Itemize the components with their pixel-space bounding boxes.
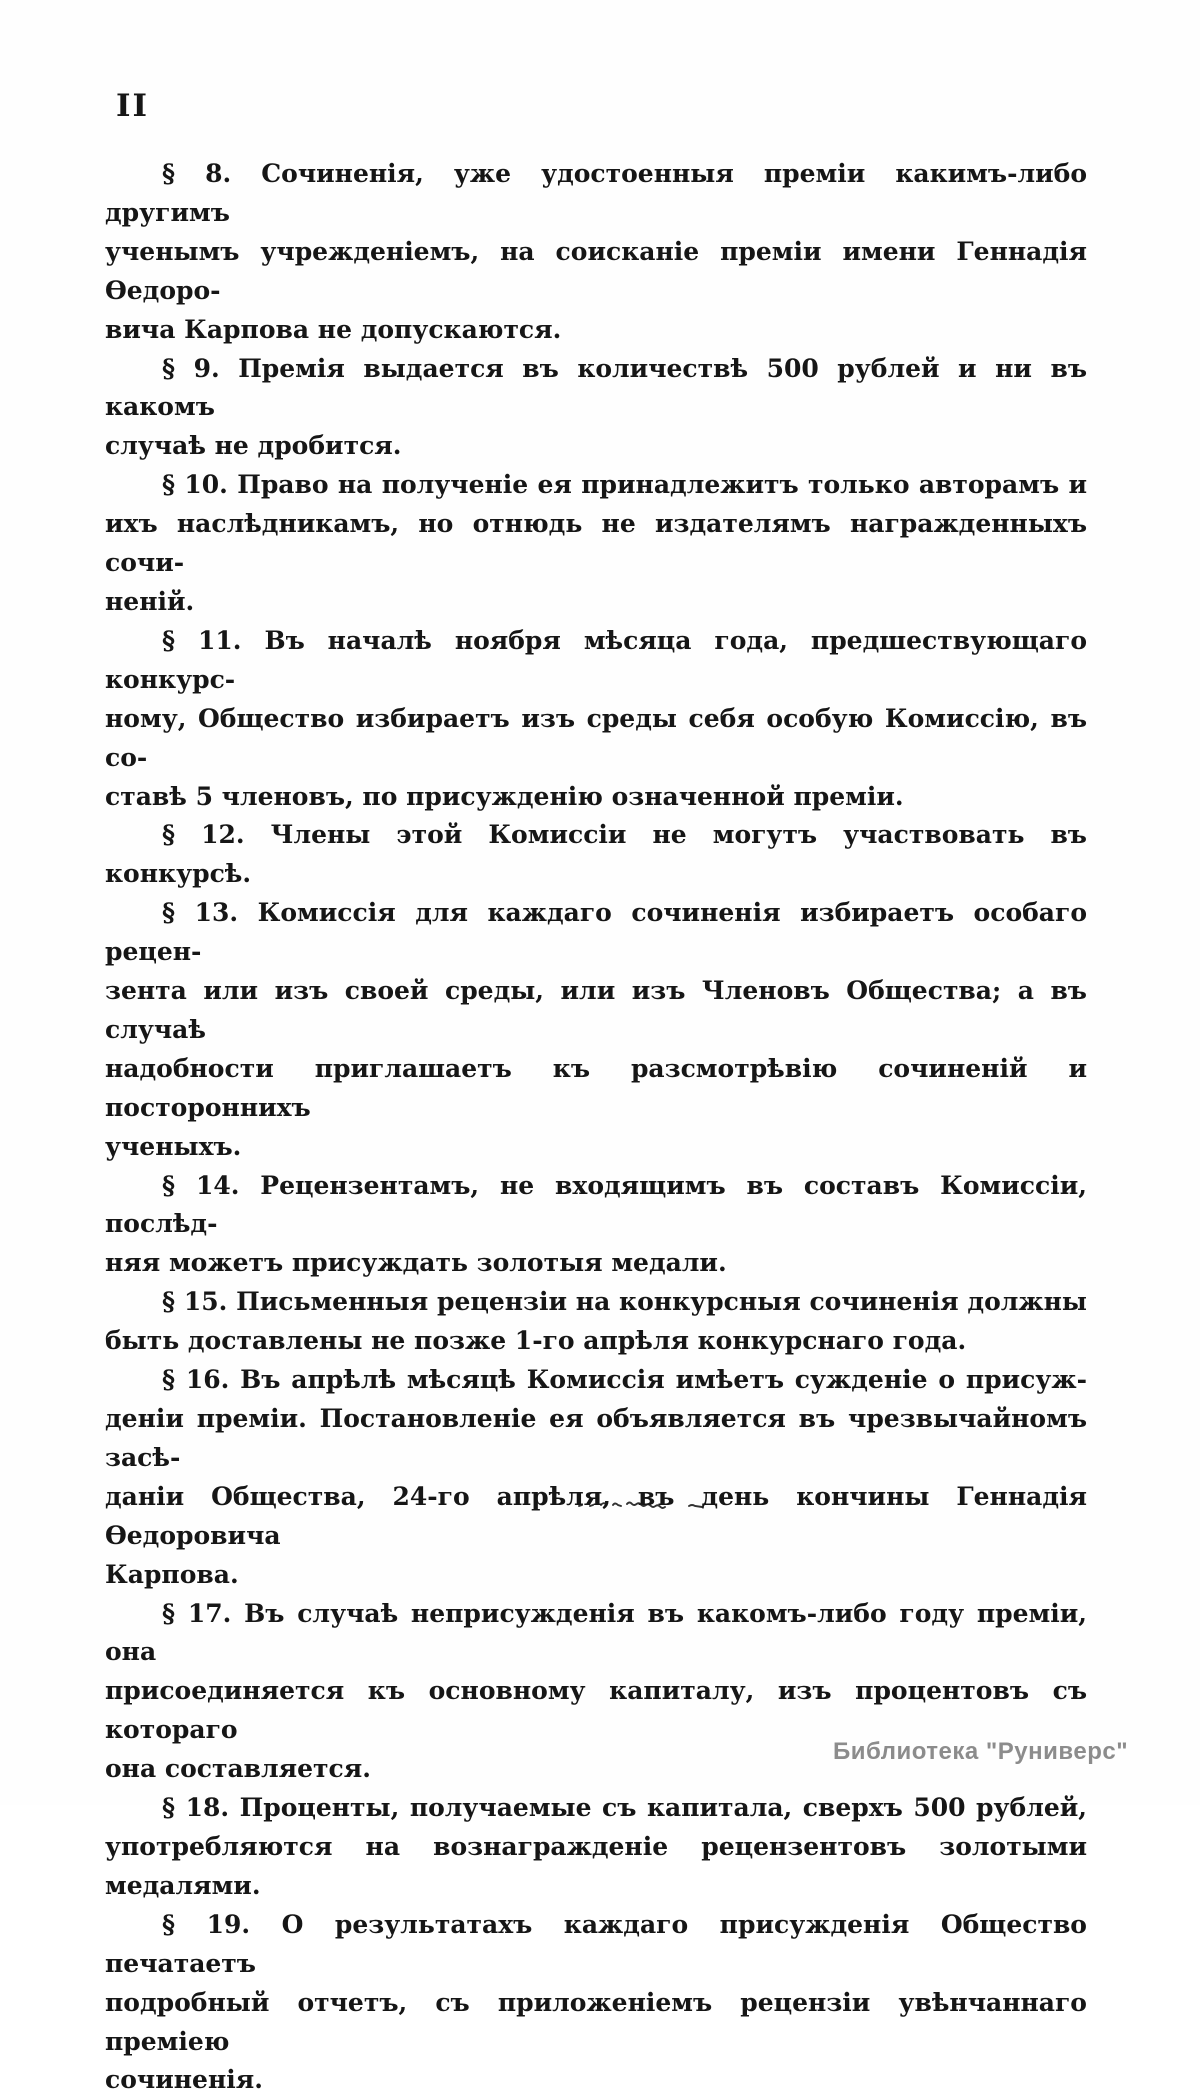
- text-line: ному, Общество избираетъ изъ среды себя особую Комиссію, въ со-: [105, 703, 1087, 772]
- text-line: § 14. Рецензентамъ, не входящимъ въ составъ Комиссіи, послѣд-: [105, 1170, 1087, 1239]
- paragraph-8: [105, 155, 1087, 350]
- paragraph-9: [105, 350, 1087, 467]
- text-line: § 9. Премія выдается въ количествѣ 500 рублей и ни въ какомъ: [105, 353, 1087, 422]
- text-line: вича Карпова не допускаются.: [105, 314, 562, 344]
- text-line: неній.: [105, 586, 195, 616]
- library-watermark: Библиотека "Руниверс": [833, 1738, 1129, 1765]
- text-line: она составляется.: [105, 1754, 371, 1784]
- page-number: II: [116, 88, 150, 124]
- text-line: деніи преміи. Постановленіе ея объявляется въ чрезвычайномъ засѣ-: [105, 1404, 1087, 1472]
- text-line: § 18. Проценты, получаемые съ капитала, сверхъ 500 рублей,: [162, 1793, 1087, 1823]
- text-line: надобности приглашаетъ къ разсмотрѣвію сочиненій и постороннихъ: [105, 1053, 1087, 1122]
- text-line: ставѣ 5 членовъ, по присужденію означенной преміи.: [105, 781, 904, 811]
- statute-text: [105, 155, 1087, 2100]
- text-line: § 19. О результатахъ каждаго присужденія Общество печатаетъ: [105, 1909, 1087, 1978]
- text-line: § 16. Въ апрѣлѣ мѣсяцѣ Комиссія имѣетъ сужденіе о присуж-: [162, 1365, 1087, 1395]
- text-line: быть доставлены не позже 1-го апрѣля конкурснаго года.: [105, 1326, 967, 1356]
- paragraph-13: [105, 894, 1087, 1166]
- paragraph-11: [105, 622, 1087, 817]
- paragraph-16: [105, 1361, 1087, 1594]
- text-line: подробный отчетъ, съ приложеніемъ рецензіи увѣнчаннаго преміею: [105, 1987, 1087, 2056]
- squiggle-divider-icon: [577, 1496, 709, 1512]
- text-line: употребляются на вознагражденіе рецензентовъ золотыми медалями.: [105, 1831, 1087, 1900]
- text-line: § 10. Право на полученіе ея принадлежитъ только авторамъ и: [162, 470, 1087, 500]
- text-line: даніи Общества, 24-го апрѣля, въ день кончины Геннадія Ѳедоровича: [105, 1481, 1087, 1550]
- paragraph-19: [105, 1906, 1087, 2100]
- text-line: зента или изъ своей среды, или изъ Членовъ Общества; а въ случаѣ: [105, 976, 1087, 1044]
- paragraph-12: [105, 816, 1087, 894]
- text-line: § 13. Комиссія для каждаго сочиненія избираетъ особаго рецен-: [105, 898, 1087, 967]
- paragraph-15: [105, 1283, 1087, 1361]
- text-line: ихъ наслѣдникамъ, но отнюдь не издателямъ награжденныхъ сочи-: [105, 509, 1087, 578]
- text-line: сочиненія.: [105, 2065, 263, 2095]
- text-line: § 12. Члены этой Комиссіи не могутъ участвовать въ конкурсѣ.: [105, 820, 1087, 889]
- text-line: § 8. Сочиненія, уже удостоенныя преміи какимъ-либо другимъ: [105, 159, 1087, 227]
- text-line: Карпова.: [105, 1559, 239, 1589]
- text-line: § 15. Письменныя рецензіи на конкурсныя сочиненія должны: [162, 1287, 1087, 1317]
- text-line: няя можетъ присуждать золотыя медали.: [105, 1248, 727, 1278]
- text-line: присоединяется къ основному капиталу, изъ процентовъ съ котораго: [105, 1676, 1087, 1745]
- text-line: § 17. Въ случаѣ неприсужденія въ какомъ-либо году преміи, она: [105, 1598, 1087, 1667]
- paragraph-10: [105, 466, 1087, 622]
- paragraph-18: [105, 1789, 1087, 1906]
- text-line: ученымъ учрежденіемъ, на соисканіе преміи имени Геннадія Ѳедоро-: [105, 236, 1087, 305]
- text-line: ученыхъ.: [105, 1131, 242, 1161]
- paragraph-14: [105, 1167, 1087, 1284]
- text-line: § 11. Въ началѣ ноября мѣсяца года, предшествующаго конкурс-: [105, 625, 1087, 694]
- text-line: случаѣ не дробится.: [105, 431, 402, 461]
